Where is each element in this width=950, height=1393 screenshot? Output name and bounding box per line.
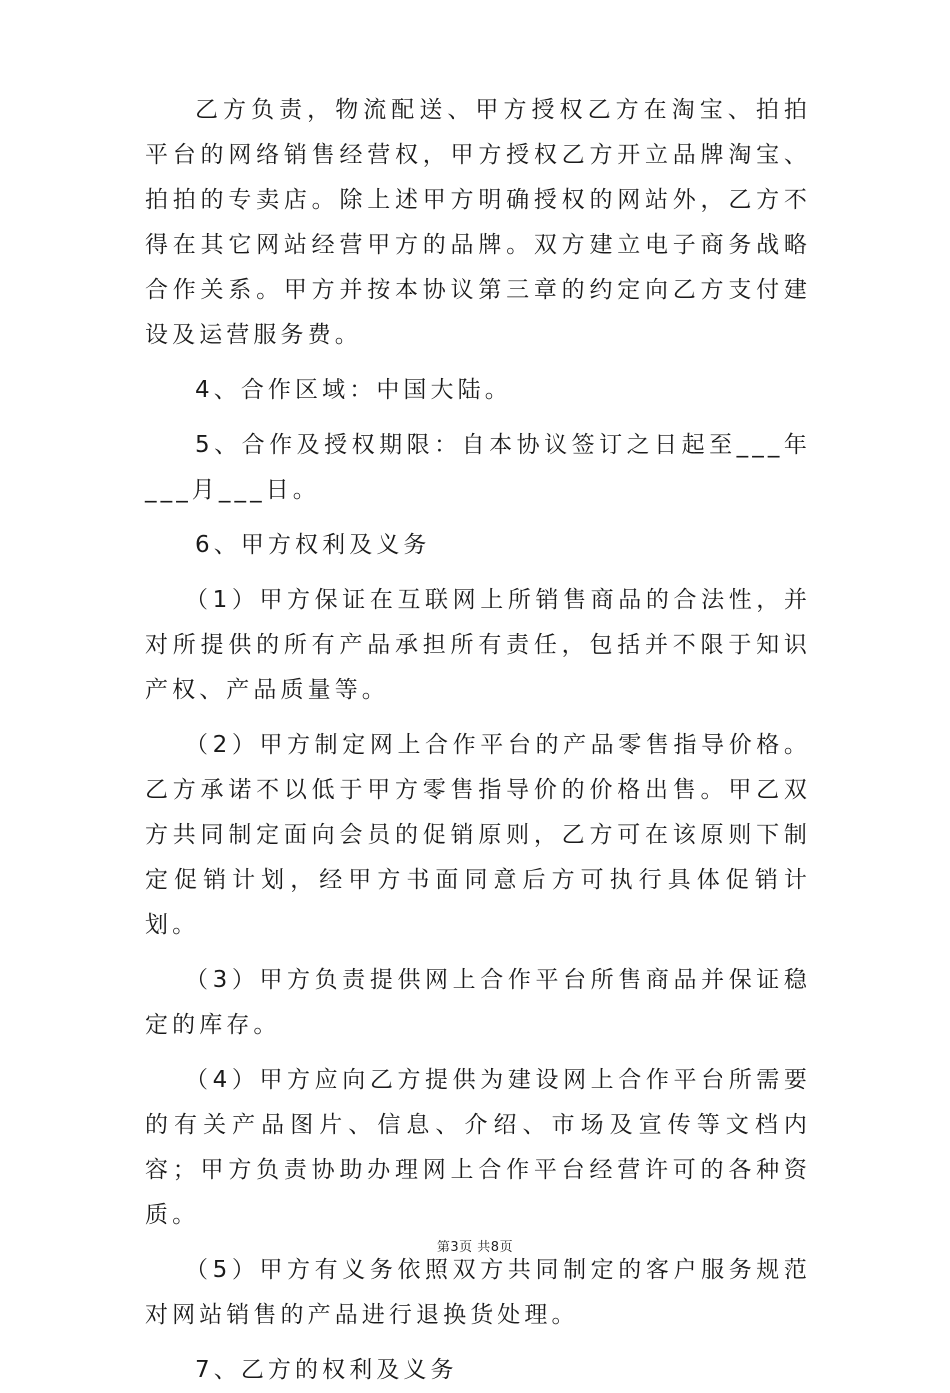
paragraph-party-a-item-4: （4）甲方应向乙方提供为建设网上合作平台所需要的有关产品图片、信息、介绍、市场及宣传等文档内容；甲方负责协助办理网上合作平台经营许可的各种资质。	[145, 1067, 811, 1228]
document-body	[145, 88, 811, 1393]
heading-party-b-rights: 7、乙方的权利及义务	[195, 1357, 458, 1383]
paragraph-party-a-item-3: （3）甲方负责提供网上合作平台所售商品并保证稳定的库存。	[145, 967, 811, 1038]
paragraph-cooperation-term: 5、合作及授权期限：自本协议签订之日起至___年___月___日。	[145, 432, 811, 503]
page-number-footer: 第3页 共8页	[436, 1240, 514, 1255]
paragraph-party-a-item-5: （5）甲方有义务依照双方共同制定的客户服务规范对网站销售的产品进行退换货处理。	[145, 1257, 811, 1328]
paragraph-cooperation-area: 4、合作区域：中国大陆。	[195, 377, 512, 403]
paragraph-party-a-item-2: （2）甲方制定网上合作平台的产品零售指导价格。乙方承诺不以低于甲方零售指导价的价格出售。甲乙双方共同制定面向会员的促销原则，乙方可在该原则下制定促销计划，经甲方书面同意后方可执行具体促销计划。	[145, 732, 811, 938]
heading-party-a-rights: 6、甲方权利及义务	[195, 532, 431, 558]
paragraph-authorization: 乙方负责，物流配送、甲方授权乙方在淘宝、拍拍平台的网络销售经营权，甲方授权乙方开立品牌淘宝、拍拍的专卖店。除上述甲方明确授权的网站外，乙方不得在其它网站经营甲方的品牌。双方建立电子商务战略合作关系。甲方并按本协议第三章的约定向乙方支付建设及运营服务费。	[145, 97, 811, 348]
paragraph-party-a-item-1: （1）甲方保证在互联网上所销售商品的合法性，并对所提供的所有产品承担所有责任，包括并不限于知识产权、产品质量等。	[145, 587, 811, 703]
